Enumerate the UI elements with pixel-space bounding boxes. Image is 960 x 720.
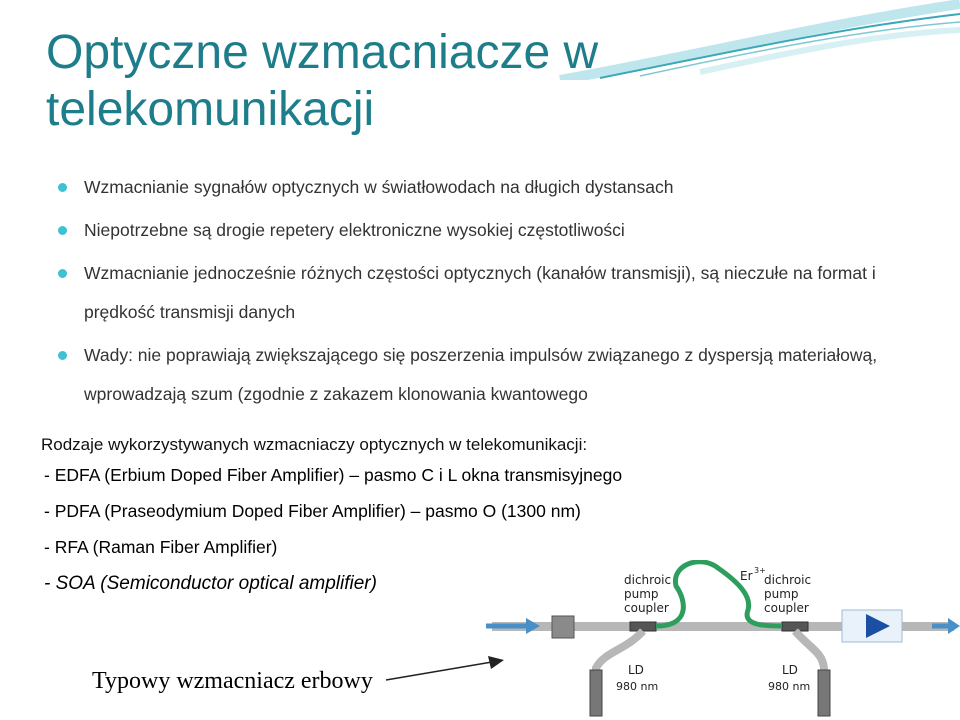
amplifier-types-heading: Rodzaje wykorzystywanych wzmacniaczy optycznych w telekomunikacji: <box>41 435 588 454</box>
er-superscript: 3+ <box>754 566 766 575</box>
left-coupler-label-1: dichroic <box>624 573 672 587</box>
bullet-list <box>58 168 938 418</box>
right-coupler-label-3: coupler <box>764 601 809 615</box>
bullet-dot-icon <box>58 351 67 360</box>
bullet-dot-icon <box>58 226 67 235</box>
right-coupler-label-2: pump <box>764 587 799 601</box>
er-label: Er <box>740 569 753 583</box>
bullet-item <box>58 211 938 250</box>
bullet-dot-icon <box>58 269 67 278</box>
bullet-text: Wzmacnianie sygnałów optycznych w światłowodach na długich dystansach <box>84 177 674 197</box>
right-ld-wavelength: 980 nm <box>768 680 811 693</box>
bullet-text: Wzmacnianie jednocześnie różnych częstości optycznych (kanałów transmisji), są nieczułe na format i prędkość transmisji danych <box>84 263 876 322</box>
bullet-item <box>58 336 938 414</box>
left-ld-label: LD <box>628 663 644 677</box>
bullet-item <box>58 168 938 207</box>
right-ld-label: LD <box>782 663 798 677</box>
bullet-dot-icon <box>58 183 67 192</box>
left-ld-wavelength: 980 nm <box>616 680 659 693</box>
slide-title: Optyczne wzmacniacze w telekomunikacji <box>46 26 599 136</box>
bullet-item <box>58 254 938 332</box>
left-coupler-label-2: pump <box>624 587 659 601</box>
amplifier-type-edfa: - EDFA (Erbium Doped Fiber Amplifier) – pasmo C i L okna transmisyjnego <box>44 465 623 485</box>
erbium-amplifier-diagram <box>486 560 960 720</box>
diagram-caption: Typowy wzmacniacz erbowy <box>92 668 373 694</box>
left-coupler <box>630 622 656 631</box>
right-coupler-label-1: dichroic <box>764 573 812 587</box>
bullet-text: Niepotrzebne są drogie repetery elektroniczne wysokiej częstotliwości <box>84 220 625 240</box>
amplifier-type-rfa: - RFA (Raman Fiber Amplifier) <box>44 537 278 557</box>
left-laser-diode <box>590 670 602 716</box>
amplifier-type-pdfa: - PDFA (Praseodymium Doped Fiber Amplifier) – pasmo O (1300 nm) <box>44 501 581 521</box>
left-coupler-label-3: coupler <box>624 601 669 615</box>
right-laser-diode <box>818 670 830 716</box>
bullet-text: Wady: nie poprawiają zwiększającego się poszerzenia impulsów związanego z dyspersją materiałową, wprowadzają szum (zgodnie z zakazem klonowania kwantowego <box>84 345 878 404</box>
amplifier-type-soa: - SOA (Semiconductor optical amplifier) <box>44 573 377 594</box>
right-coupler <box>782 622 808 631</box>
